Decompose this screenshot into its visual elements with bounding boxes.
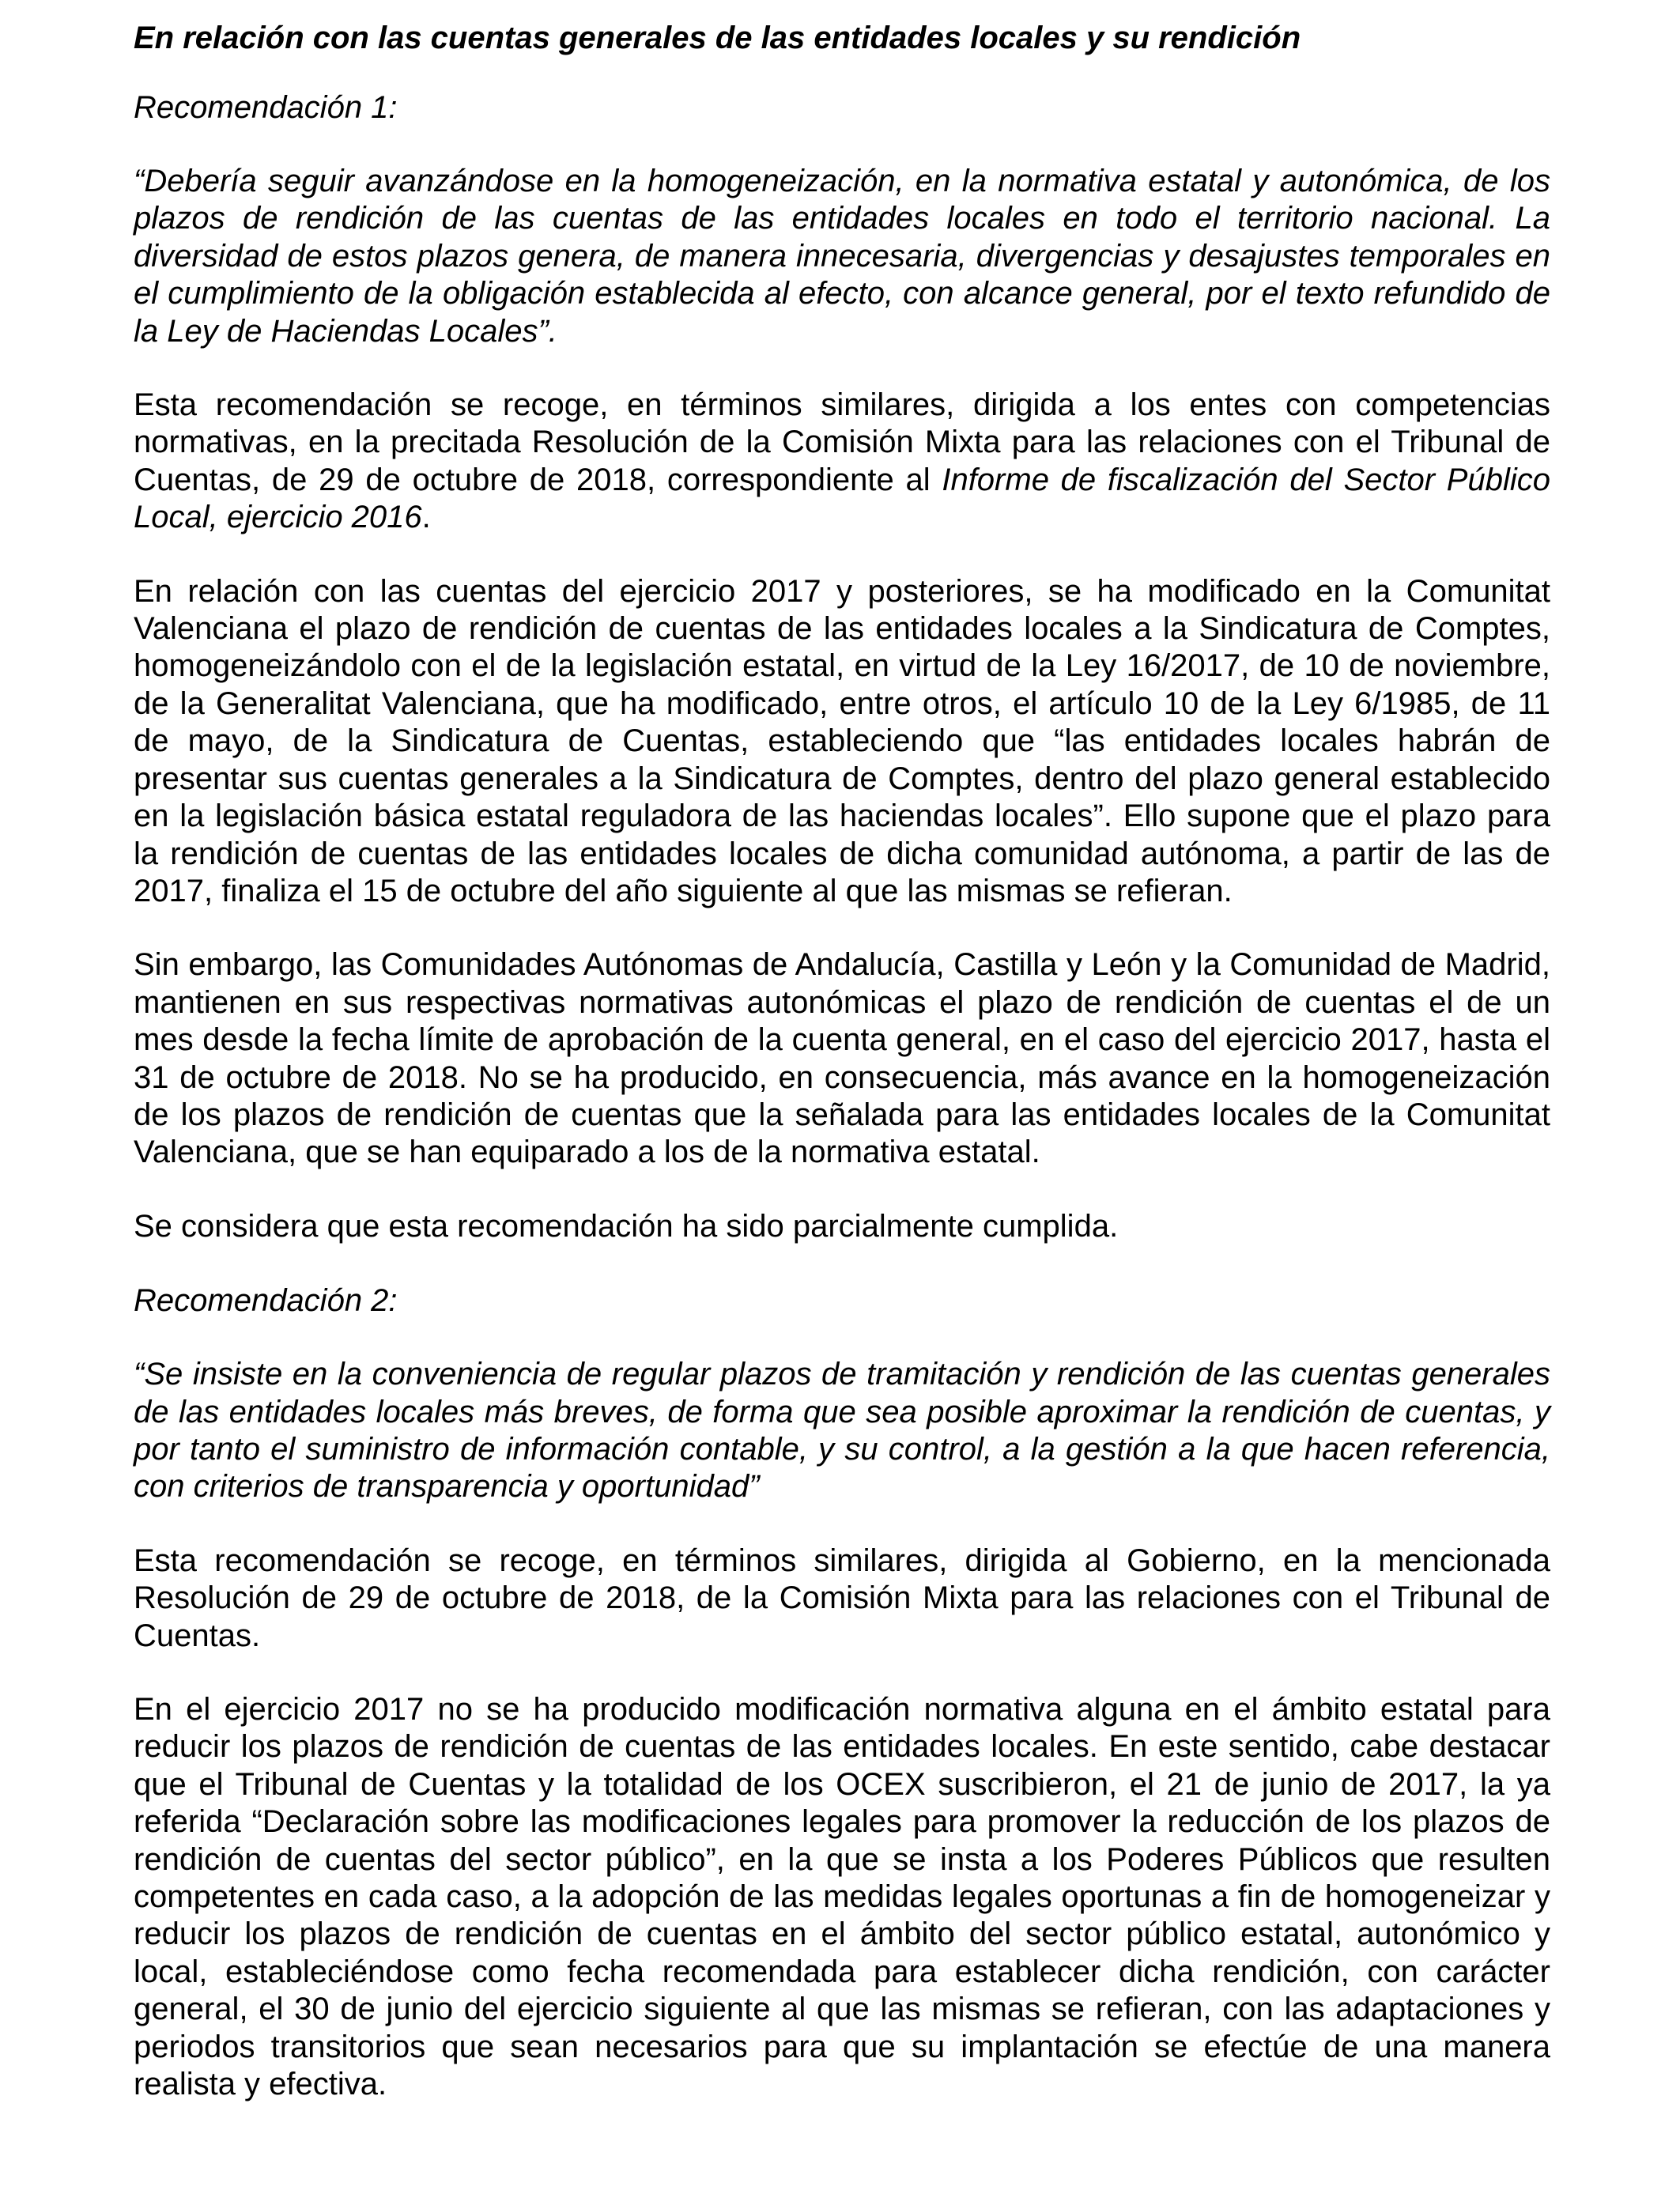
report-title-italic: Informe de fiscalización del Sector Público Local, ejercicio 2016 [134,462,1550,535]
recommendation-2-paragraph-2: En el ejercicio 2017 no se ha producido modificación normativa alguna en el ámbito estatal para reducir los plazos de rendición de cuentas de las entidades locales. En este sentido, cabe destacar que el Tribunal de Cuentas y la totalidad de los OCEX suscribieron, el 21 de junio de 2017, la ya referida “Declaración sobre las modificaciones legales para promover la reducción de los plazos de rendición de cuentas del sector público”, en la que se insta a los Poderes Públicos que resulten competentes en cada caso, a la adopción de las medidas legales oportunas a fin de homogeneizar y reducir los plazos de rendición de cuentas en el ámbito del sector público estatal, autonómico y local, estableciéndose como fecha recomendada para establecer dicha rendición, con carácter general, el 30 de junio del ejercicio siguiente al que las mismas se refieran, con las adaptaciones y periodos transitorios que sean necesarios para que su implantación se efectúe de una manera realista y efectiva. [134,1692,1550,2102]
recommendation-1-label: Recomendación 1: [134,90,398,125]
recommendation-1-quote: “Debería seguir avanzándose en la homogeneización, en la normativa estatal y autonómica, de los plazos de rendición de las cuentas de las entidades locales en todo el territorio nacional. La diversidad de estos plazos genera, de manera innecesaria, divergencias y desajustes temporales en el cumplimiento de la obligación establecida al efecto, con alcance general, por el texto refundido de la Ley de Haciendas Locales”. [134,164,1550,349]
text-run: . [421,500,431,535]
recommendation-2-paragraph-1: Esta recomendación se recoge, en términos similares, dirigida al Gobierno, en la mencionada Resolución de 29 de octubre de 2018, de la Comisión Mixta para las relaciones con el Tribunal de Cuentas. [134,1543,1550,1653]
section-heading: En relación con las cuentas generales de las entidades locales y su rendición [134,21,1301,55]
recommendation-2-label: Recomendación 2: [134,1283,398,1319]
document-page [134,14,1550,2139]
recommendation-1-paragraph-3: Sin embargo, las Comunidades Autónomas de Andalucía, Castilla y León y la Comunidad de Madrid, mantienen en sus respectivas normativas autonómicas el plazo de rendición de cuentas el de un mes desde la fecha límite de aprobación de la cuenta general, en el caso del ejercicio 2017, hasta el 31 de octubre de 2018. No se ha producido, en consecuencia, más avance en la homogeneización de los plazos de rendición de cuentas que la señalada para las entidades locales de la Comunitat Valenciana, que se han equiparado a los de la normativa estatal. [134,947,1550,1170]
recommendation-1-conclusion: Se considera que esta recomendación ha sido parcialmente cumplida. [134,1208,1119,1244]
recommendation-2-quote: “Se insiste en la conveniencia de regular plazos de tramitación y rendición de las cuentas generales de las entidades locales más breves, de forma que sea posible aproximar la rendición de cuentas, y por tanto el suministro de información contable, y su control, a la gestión a la que hacen referencia, con criterios de transparencia y oportunidad” [134,1357,1550,1505]
text-run: Esta recomendación se recoge, en términos similares, dirigida a los entes con competencias normativas, en la precitada Resolución de la Comisión Mixta para las relaciones con el Tribunal de Cuentas, de 29 de octubre de 2018, correspondiente al [134,387,1550,497]
recommendation-1-paragraph-1 [134,387,1550,537]
recommendation-1-paragraph-2: En relación con las cuentas del ejercicio 2017 y posteriores, se ha modificado en la Comunitat Valenciana el plazo de rendición de cuentas de las entidades locales a la Sindicatura de Comptes, homogeneizándolo con el de la legislación estatal, en virtud de la Ley 16/2017, de 10 de noviembre, de la Generalitat Valenciana, que ha modificado, entre otros, el artículo 10 de la Ley 6/1985, de 11 de mayo, de la Sindicatura de Cuentas, estableciendo que “las entidades locales habrán de presentar sus cuentas generales a la Sindicatura de Comptes, dentro del plazo general establecido en la legislación básica estatal reguladora de las haciendas locales”. Ello supone que el plazo para la rendición de cuentas de las entidades locales de dicha comunidad autónoma, a partir de las de 2017, finaliza el 15 de octubre del año siguiente al que las mismas se refieran. [134,573,1550,908]
